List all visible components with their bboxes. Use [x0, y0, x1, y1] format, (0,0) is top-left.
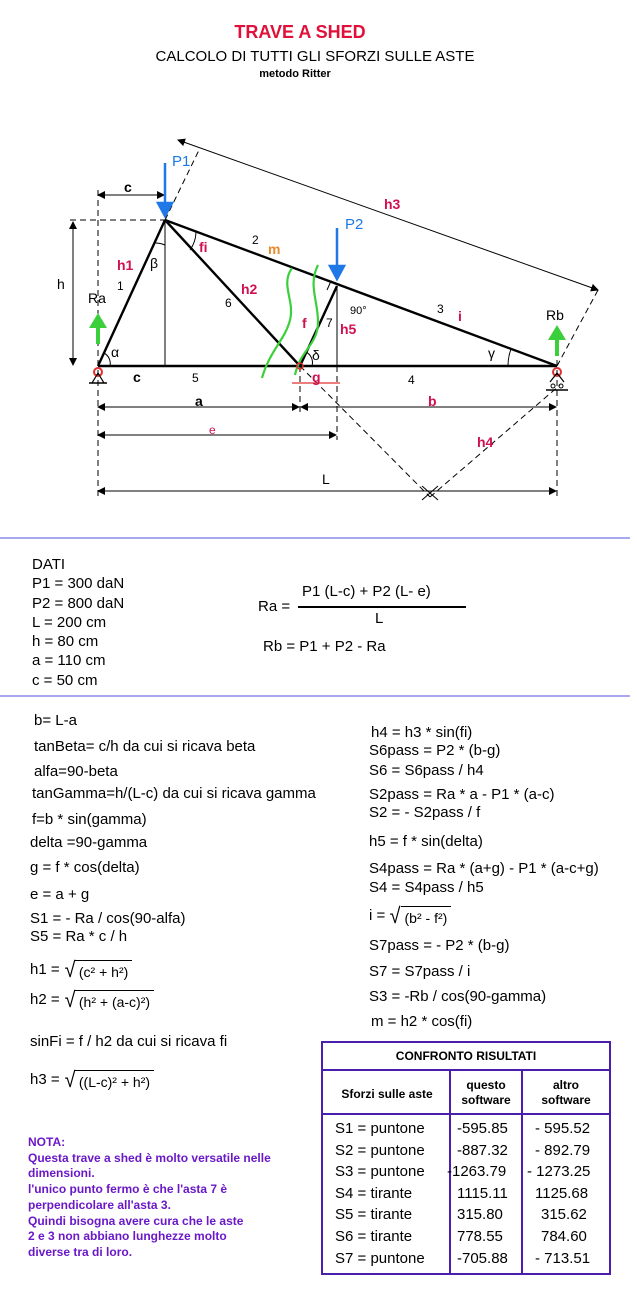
row-label-s4: S4 = tirante — [335, 1185, 413, 1202]
data-p2: P2 = 800 daN — [32, 594, 125, 612]
dimension-lines — [73, 140, 598, 500]
label-member-2: 2 — [252, 233, 259, 247]
divider-top — [0, 537, 630, 539]
note-line: diverse tra di loro. — [28, 1244, 133, 1259]
row-label-s5: S5 = tirante — [335, 1206, 413, 1223]
label-i: i — [458, 308, 462, 324]
formula-s2pass: S2pass = Ra * a - P1 * (a-c) — [369, 786, 555, 803]
data-a: a = 110 cm — [32, 652, 106, 670]
row-value-s2-other: - 892.79 — [535, 1142, 591, 1159]
note-line: Quindi bisogna avere cura che le aste — [28, 1213, 244, 1228]
row-value-s7-other: - 713.51 — [535, 1250, 591, 1267]
formula-i: i = √ (b² - f²) — [369, 906, 451, 926]
formula-h5: h5 = f * sin(delta) — [369, 833, 483, 850]
formula-e: e = a + g — [30, 886, 90, 903]
label-fi: fi — [199, 239, 208, 255]
formula-b: b= L-a — [34, 712, 77, 729]
label-member-4: 4 — [408, 373, 415, 387]
row-value-s2-this: -887.32 — [457, 1142, 508, 1159]
note-line: perpendicolare all'asta 3. — [28, 1197, 171, 1212]
label-h: h — [57, 276, 65, 292]
row-value-s1-this: -595.85 — [457, 1120, 508, 1137]
formula-s5: S5 = Ra * c / h — [30, 928, 128, 945]
label-a: a — [195, 393, 203, 409]
row-value-s4-this: 1115.11 — [457, 1185, 508, 1202]
label-c-top: c — [124, 179, 132, 195]
construction-lines — [70, 148, 598, 500]
label-delta: δ — [312, 347, 320, 363]
diagram-labels — [57, 153, 564, 487]
ra-numerator: P1 (L-c) + P2 (L- e) — [302, 583, 431, 600]
col-header-aste: Sforzi sulle aste — [341, 1087, 433, 1101]
label-ra: Ra — [88, 290, 106, 306]
col-header-altro: altro software — [541, 1078, 591, 1107]
label-member-3: 3 — [437, 302, 444, 316]
note-line: l'unico punto fermo è che l'asta 7 è — [28, 1182, 228, 1197]
label-L: L — [322, 471, 330, 487]
data-h: h = 80 cm — [32, 633, 99, 651]
i-radicand: (b² - f²) — [401, 906, 452, 926]
note-block — [28, 1135, 271, 1261]
note-line: 2 e 3 non abbiano lunghezze molto — [28, 1229, 227, 1244]
formula-h1: h1 = √ (c² + h²) — [30, 960, 132, 980]
row-value-s7-this: -705.88 — [457, 1250, 508, 1267]
section-curves — [262, 265, 318, 378]
divider-middle — [0, 695, 630, 697]
formula-s6pass: S6pass = P2 * (b-g) — [369, 742, 501, 759]
h2-label: h2 = — [30, 990, 60, 1008]
label-member-7: 7 — [326, 316, 333, 330]
label-rb: Rb — [546, 307, 564, 323]
row-value-s6-this: 778.55 — [457, 1228, 503, 1245]
label-h4: h4 — [477, 434, 494, 450]
formula-h4: h4 = h3 * sin(fi) — [371, 724, 473, 741]
label-c-bottom: c — [133, 369, 141, 385]
formula-h3: h3 = √ ((L-c)² + h²) — [30, 1070, 154, 1090]
label-h3: h3 — [384, 196, 401, 212]
label-h5: h5 — [340, 321, 357, 337]
data-heading: DATI — [32, 556, 66, 573]
h2-radicand: (h² + (a-c)²) — [75, 990, 154, 1010]
formula-s7pass: S7pass = - P2 * (b-g) — [369, 937, 510, 954]
label-90: 90° — [350, 305, 367, 317]
data-L: L = 200 cm — [32, 613, 107, 631]
row-value-s3-other: - 1273.25 — [527, 1163, 591, 1180]
formula-sinfi: sinFi = f / h2 da cui si ricava fi — [30, 1033, 228, 1050]
fraction-bar — [298, 606, 466, 608]
formula-f: f=b * sin(gamma) — [32, 811, 147, 828]
row-value-s6-other: 784.60 — [541, 1228, 587, 1245]
force-arrows — [158, 163, 344, 279]
row-value-s1-other: - 595.52 — [535, 1120, 591, 1137]
row-value-s4-other: 1125.68 — [535, 1185, 589, 1202]
formula-delta: delta =90-gamma — [30, 834, 148, 851]
formula-g: g = f * cos(delta) — [30, 859, 140, 876]
note-line: Questa trave a shed è molto versatile nelle — [28, 1150, 271, 1165]
row-label-s3: S3 = puntone — [335, 1163, 425, 1180]
ra-label: Ra = — [258, 598, 291, 615]
label-member-1: 1 — [117, 279, 124, 293]
formula-m: m = h2 * cos(fi) — [371, 1013, 473, 1030]
ra-denominator: L — [375, 610, 384, 627]
h1-radicand: (c² + h²) — [75, 960, 132, 980]
data-block — [32, 555, 124, 690]
formula-s6: S6 = S6pass / h4 — [369, 762, 484, 779]
row-label-s2: S2 = puntone — [335, 1142, 425, 1159]
row-value-s5-other: 315.62 — [541, 1206, 587, 1223]
formula-tangamma: tanGamma=h/(L-c) da cui si ricava gamma — [32, 785, 316, 802]
row-label-s6: S6 = tirante — [335, 1228, 413, 1245]
rb-formula: Rb = P1 + P2 - Ra — [263, 638, 386, 655]
data-c: c = 50 cm — [32, 671, 98, 689]
row-label-s1: S1 = puntone — [335, 1120, 425, 1137]
label-b: b — [428, 393, 437, 409]
method-label: metodo Ritter — [259, 68, 331, 80]
page-title: TRAVE A SHED — [234, 22, 366, 42]
formula-tanbeta: tanBeta= c/h da cui si ricava beta — [34, 738, 256, 755]
formula-s2: S2 = - S2pass / f — [369, 804, 481, 821]
label-g: g — [312, 369, 321, 385]
note-heading: NOTA: — [28, 1135, 66, 1149]
formula-s4pass: S4pass = Ra * (a+g) - P1 * (a-c+g) — [369, 860, 599, 877]
label-f: f — [302, 315, 307, 331]
label-beta: β — [150, 255, 159, 271]
label-p2: P2 — [345, 216, 364, 233]
label-alpha: α — [111, 344, 120, 360]
label-h2: h2 — [241, 281, 258, 297]
formula-s4: S4 = S4pass / h5 — [369, 879, 484, 896]
row-label-s7: S7 = puntone — [335, 1250, 425, 1267]
table-caption: CONFRONTO RISULTATI — [395, 1049, 537, 1063]
label-h1: h1 — [117, 257, 134, 273]
label-p1: P1 — [172, 153, 191, 170]
label-member-6: 6 — [225, 296, 232, 310]
h1-label: h1 = — [30, 960, 60, 978]
row-value-s3-this: -1263.79 — [447, 1163, 507, 1180]
formula-h2: h2 = √ (h² + (a-c)²) — [30, 990, 154, 1010]
truss-diagram — [0, 0, 637, 530]
data-p1: P1 = 300 daN — [32, 575, 125, 593]
formula-s3: S3 = -Rb / cos(90-gamma) — [369, 988, 547, 1005]
i-label: i = — [369, 906, 386, 924]
label-gamma: γ — [488, 345, 495, 361]
label-member-5: 5 — [192, 371, 199, 385]
h3-label: h3 = — [30, 1070, 60, 1088]
formula-s1: S1 = - Ra / cos(90-alfa) — [30, 910, 186, 927]
row-value-s5-this: 315.80 — [457, 1206, 503, 1223]
note-line: dimensioni. — [28, 1166, 95, 1181]
col-header-questo: questo software — [461, 1078, 511, 1107]
formula-alfa: alfa=90-beta — [34, 763, 118, 780]
page-subtitle: CALCOLO DI TUTTI GLI SFORZI SULLE ASTE — [155, 48, 475, 65]
label-e: e — [209, 423, 216, 437]
results-table — [321, 1041, 611, 1275]
formula-s7: S7 = S7pass / i — [369, 963, 471, 980]
h3-radicand: ((L-c)² + h²) — [75, 1070, 154, 1090]
label-m: m — [268, 241, 281, 257]
